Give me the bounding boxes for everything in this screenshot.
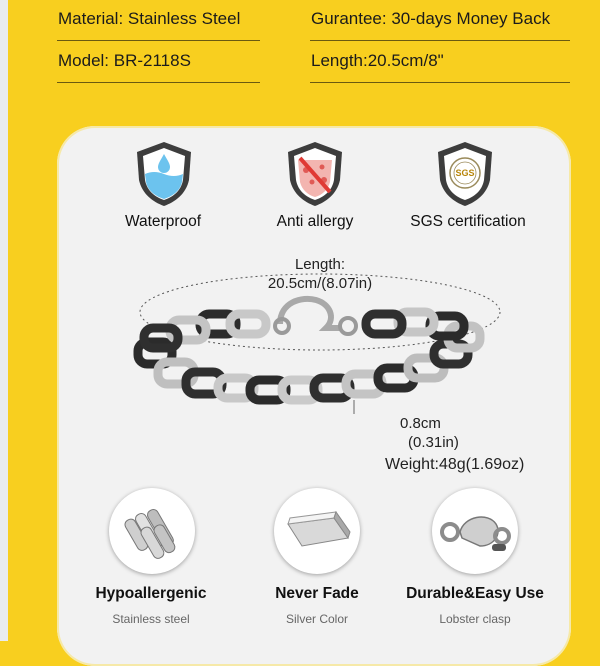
bottom-title-durable: Durable&Easy Use [406,585,544,602]
feature-label-waterproof: Waterproof [124,213,202,230]
spec-divider [310,40,570,41]
water-shield-icon [133,140,195,208]
anti-allergy-shield-icon [284,140,346,208]
lobster-clasp-image [432,488,518,574]
spec-divider [310,82,570,83]
sgs-badge-text: SGS [455,168,475,178]
steel-rods-icon [109,488,195,574]
sgs-shield-icon [434,140,496,208]
spec-material: Material: Stainless Steel [58,9,241,28]
left-edge-strip [0,0,8,641]
bottom-title-never-fade: Never Fade [275,585,359,602]
silver-bar-image [274,488,360,574]
bottom-subtitle-silver: Silver Color [285,612,348,626]
length-value: 20.5cm/(8.07in) [267,275,373,292]
lobster-clasp-icon [432,488,518,574]
spec-divider [57,40,260,41]
width-in: (0.31in) [408,434,459,451]
silver-bar-icon [274,488,360,574]
steel-rods-image [109,488,195,574]
spec-divider [57,82,260,83]
spec-length: Length:20.5cm/8" [311,51,444,70]
bottom-subtitle-clasp: Lobster clasp [439,612,511,626]
spec-model: Model: BR-2118S [58,51,191,70]
bottom-subtitle-stainless: Stainless steel [112,612,190,626]
width-cm: 0.8cm [400,415,441,432]
feature-label-sgs: SGS certification [410,213,526,230]
length-label: Length: [294,256,346,273]
bracelet-image [130,262,510,422]
bottom-title-hypoallergenic: Hypoallergenic [95,585,207,602]
weight-value: Weight:48g(1.69oz) [385,456,525,473]
spec-guarantee: Gurantee: 30-days Money Back [311,9,551,28]
feature-label-anti-allergy: Anti allergy [276,213,354,230]
